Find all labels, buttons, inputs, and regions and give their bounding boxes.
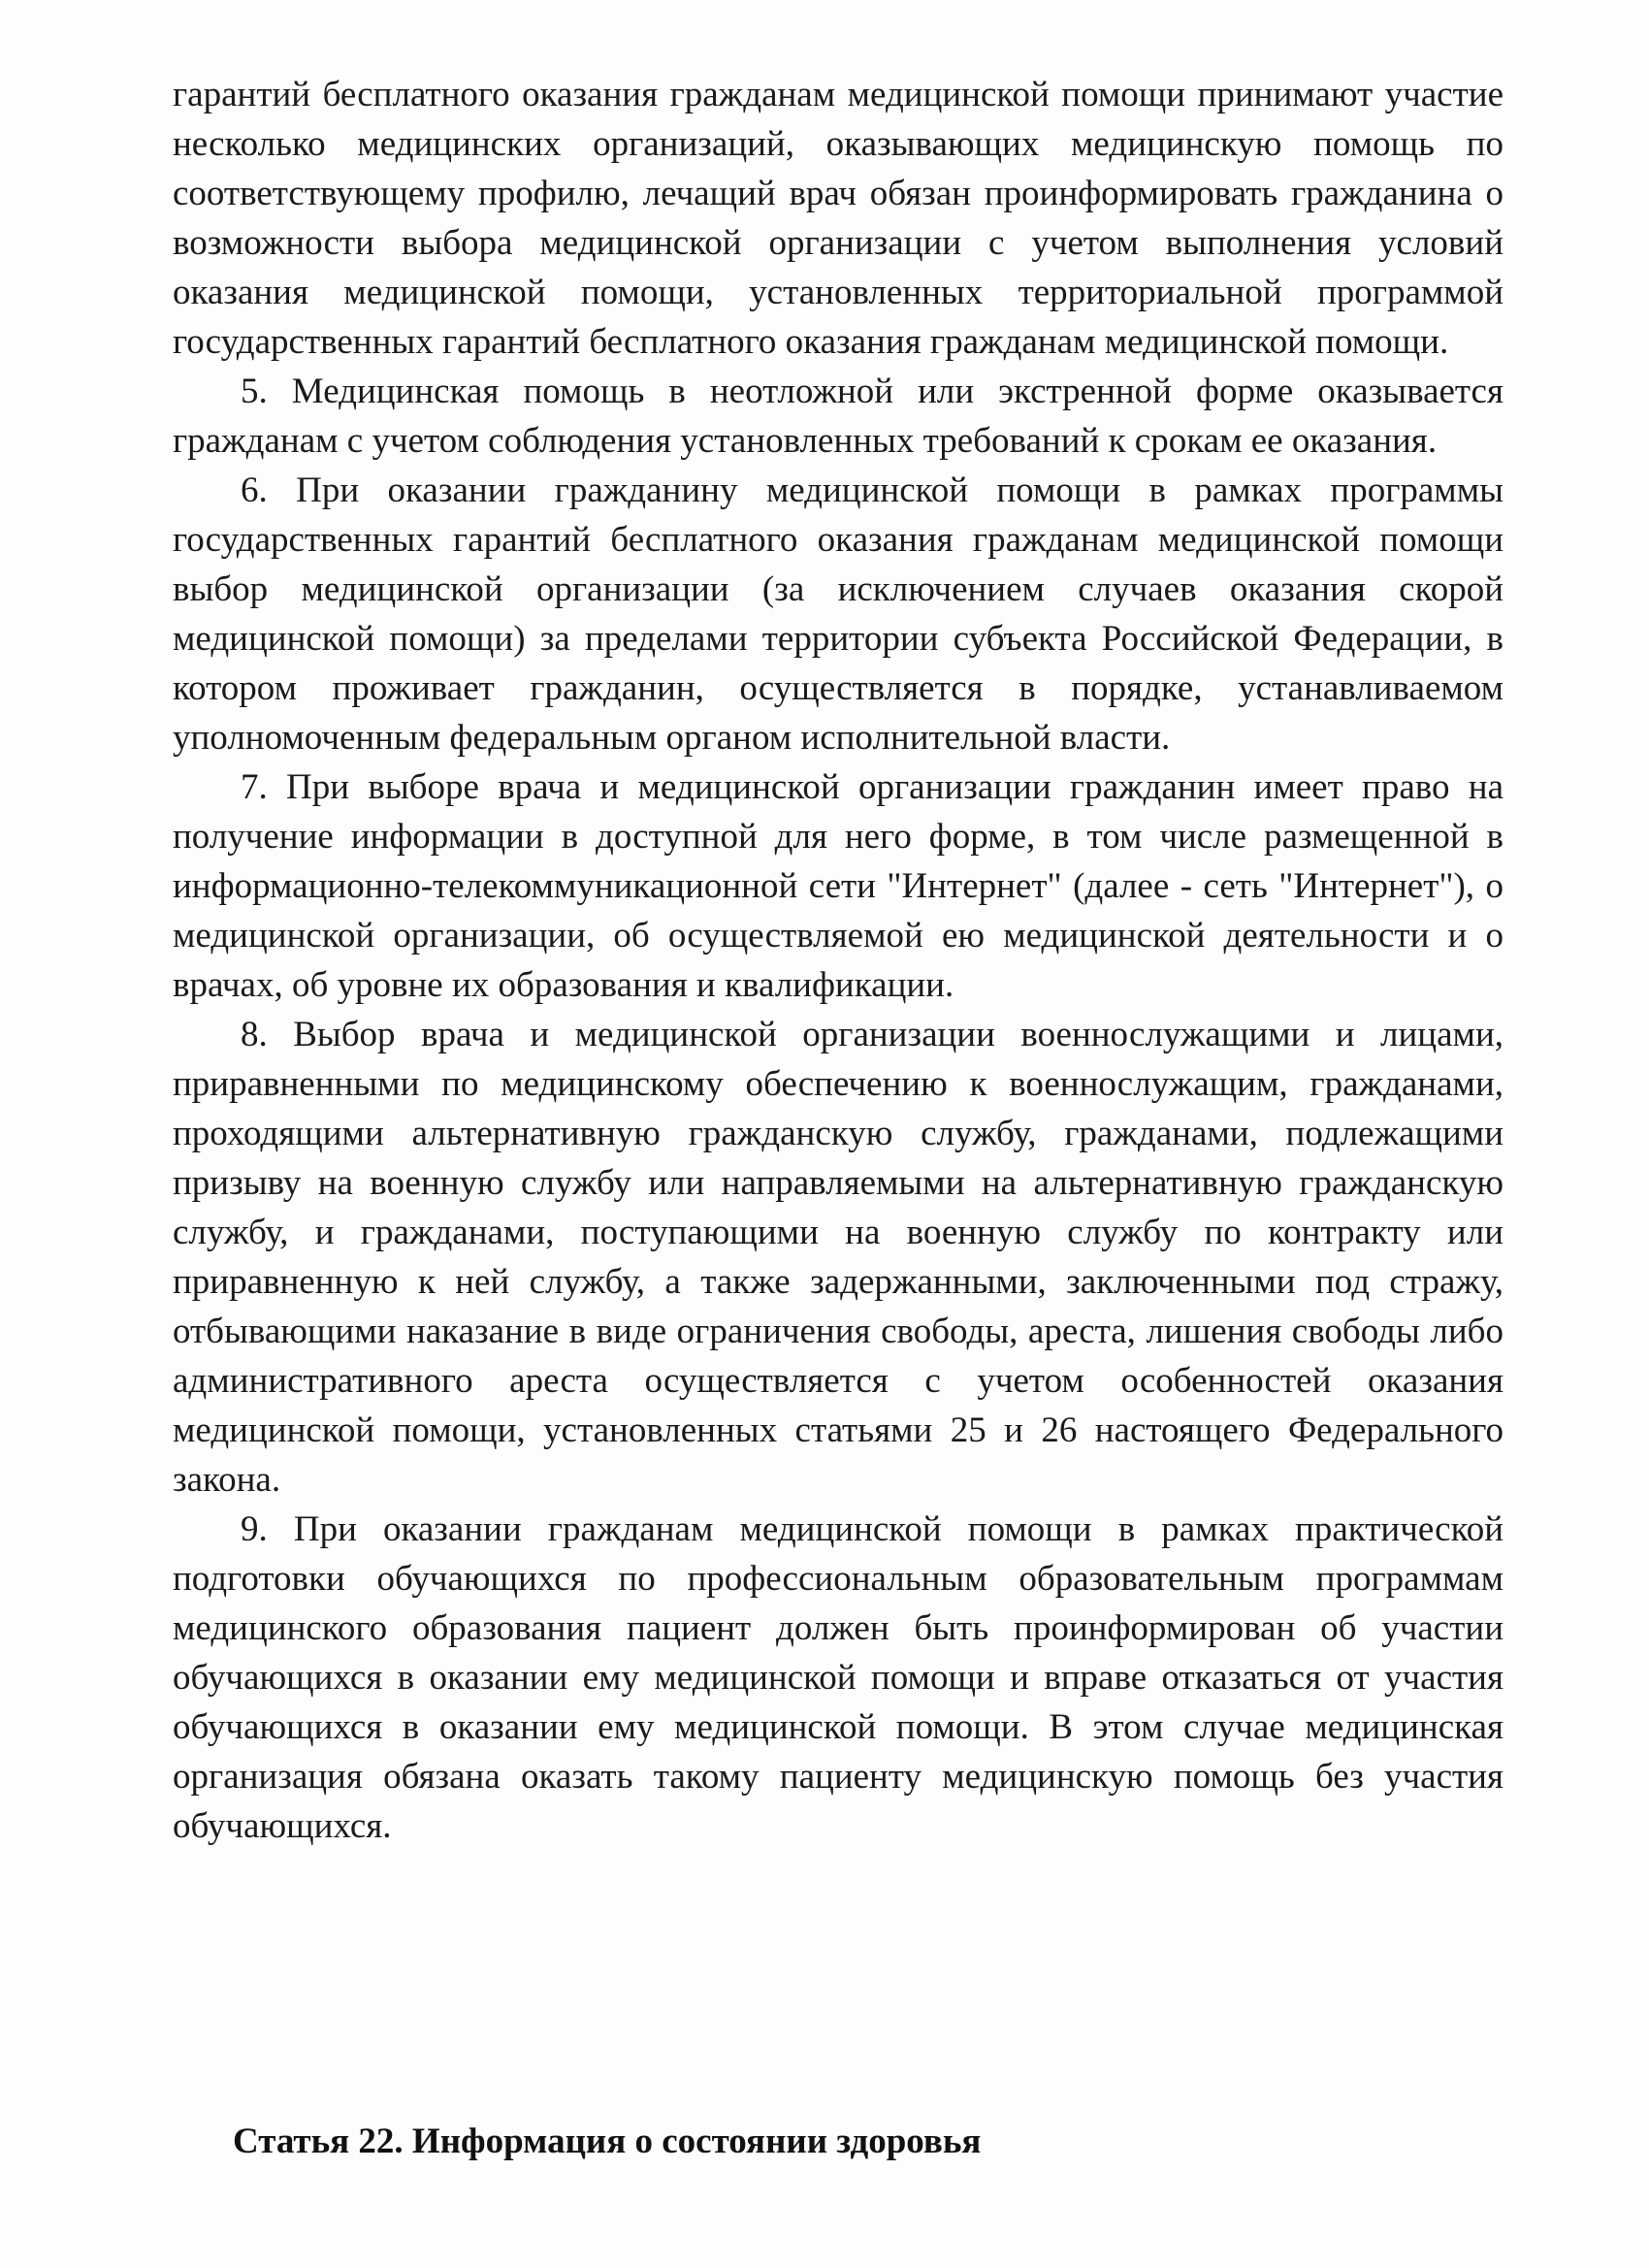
paragraph-continuation: гарантий бесплатного оказания гражданам медицинской помощи принимают участие несколько медицинских организаций, оказывающих медицинскую помощь по соответствующему профилю, лечащий врач обязан проинформировать гражданина о возможности выбора медицинской организации с учетом выполнения условий оказания медицинской помощи, установленных территориальной программой государственных гарантий бесплатного оказания гражданам медицинской помощи. [173,75,1504,362]
document-body [173,70,1504,1851]
paragraph-9: 9. При оказании гражданам медицинской помощи в рамках практической подготовки обучающихся по профессиональным образовательным программам медицинского образования пациент должен быть проинформирован об участии обучающихся в оказании ему медицинской помощи и вправе отказаться от участия обучающихся в оказании ему медицинской помощи. В этом случае медицинская организация обязана оказать такому пациенту медицинскую помощь без участия обучающихся. [173,1509,1504,1846]
paragraph-7: 7. При выборе врача и медицинской организации гражданин имеет право на получение информации в доступной для него форме, в том числе размещенной в информационно-телекоммуникационной сети "Интернет" (далее - сеть "Интернет"), о медицинской организации, об осуществляемой ею медицинской деятельности и о врачах, об уровне их образования и квалификации. [173,767,1504,1005]
paragraph-8: 8. Выбор врача и медицинской организации военнослужащими и лицами, приравненными по медицинскому обеспечению к военнослужащим, гражданами, проходящими альтернативную гражданскую службу, гражданами, подлежащими призыву на военную службу или направляемыми на альтернативную гражданскую службу, и гражданами, поступающими на военную службу по контракту или приравненную к ней службу, а также задержанными, заключенными под стражу, отбывающими наказание в виде ограничения свободы, ареста, лишения свободы либо административного ареста осуществляется с учетом особенностей оказания медицинской помощи, установленных статьями 25 и 26 настоящего Федерального закона. [173,1015,1504,1500]
paragraph-6: 6. При оказании гражданину медицинской помощи в рамках программы государственных гарантий бесплатного оказания гражданам медицинской помощи выбор медицинской организации (за исключением случаев оказания скорой медицинской помощи) за пределами территории субъекта Российской Федерации, в котором проживает гражданин, осуществляется в порядке, устанавливаемом уполномоченным федеральным органом исполнительной власти. [173,470,1504,758]
paragraph-5: 5. Медицинская помощь в неотложной или экстренной форме оказывается гражданам с учетом соблюдения установленных требований к срокам ее оказания. [173,372,1504,461]
article-heading: Статья 22. Информация о состоянии здоровья [233,2122,982,2161]
